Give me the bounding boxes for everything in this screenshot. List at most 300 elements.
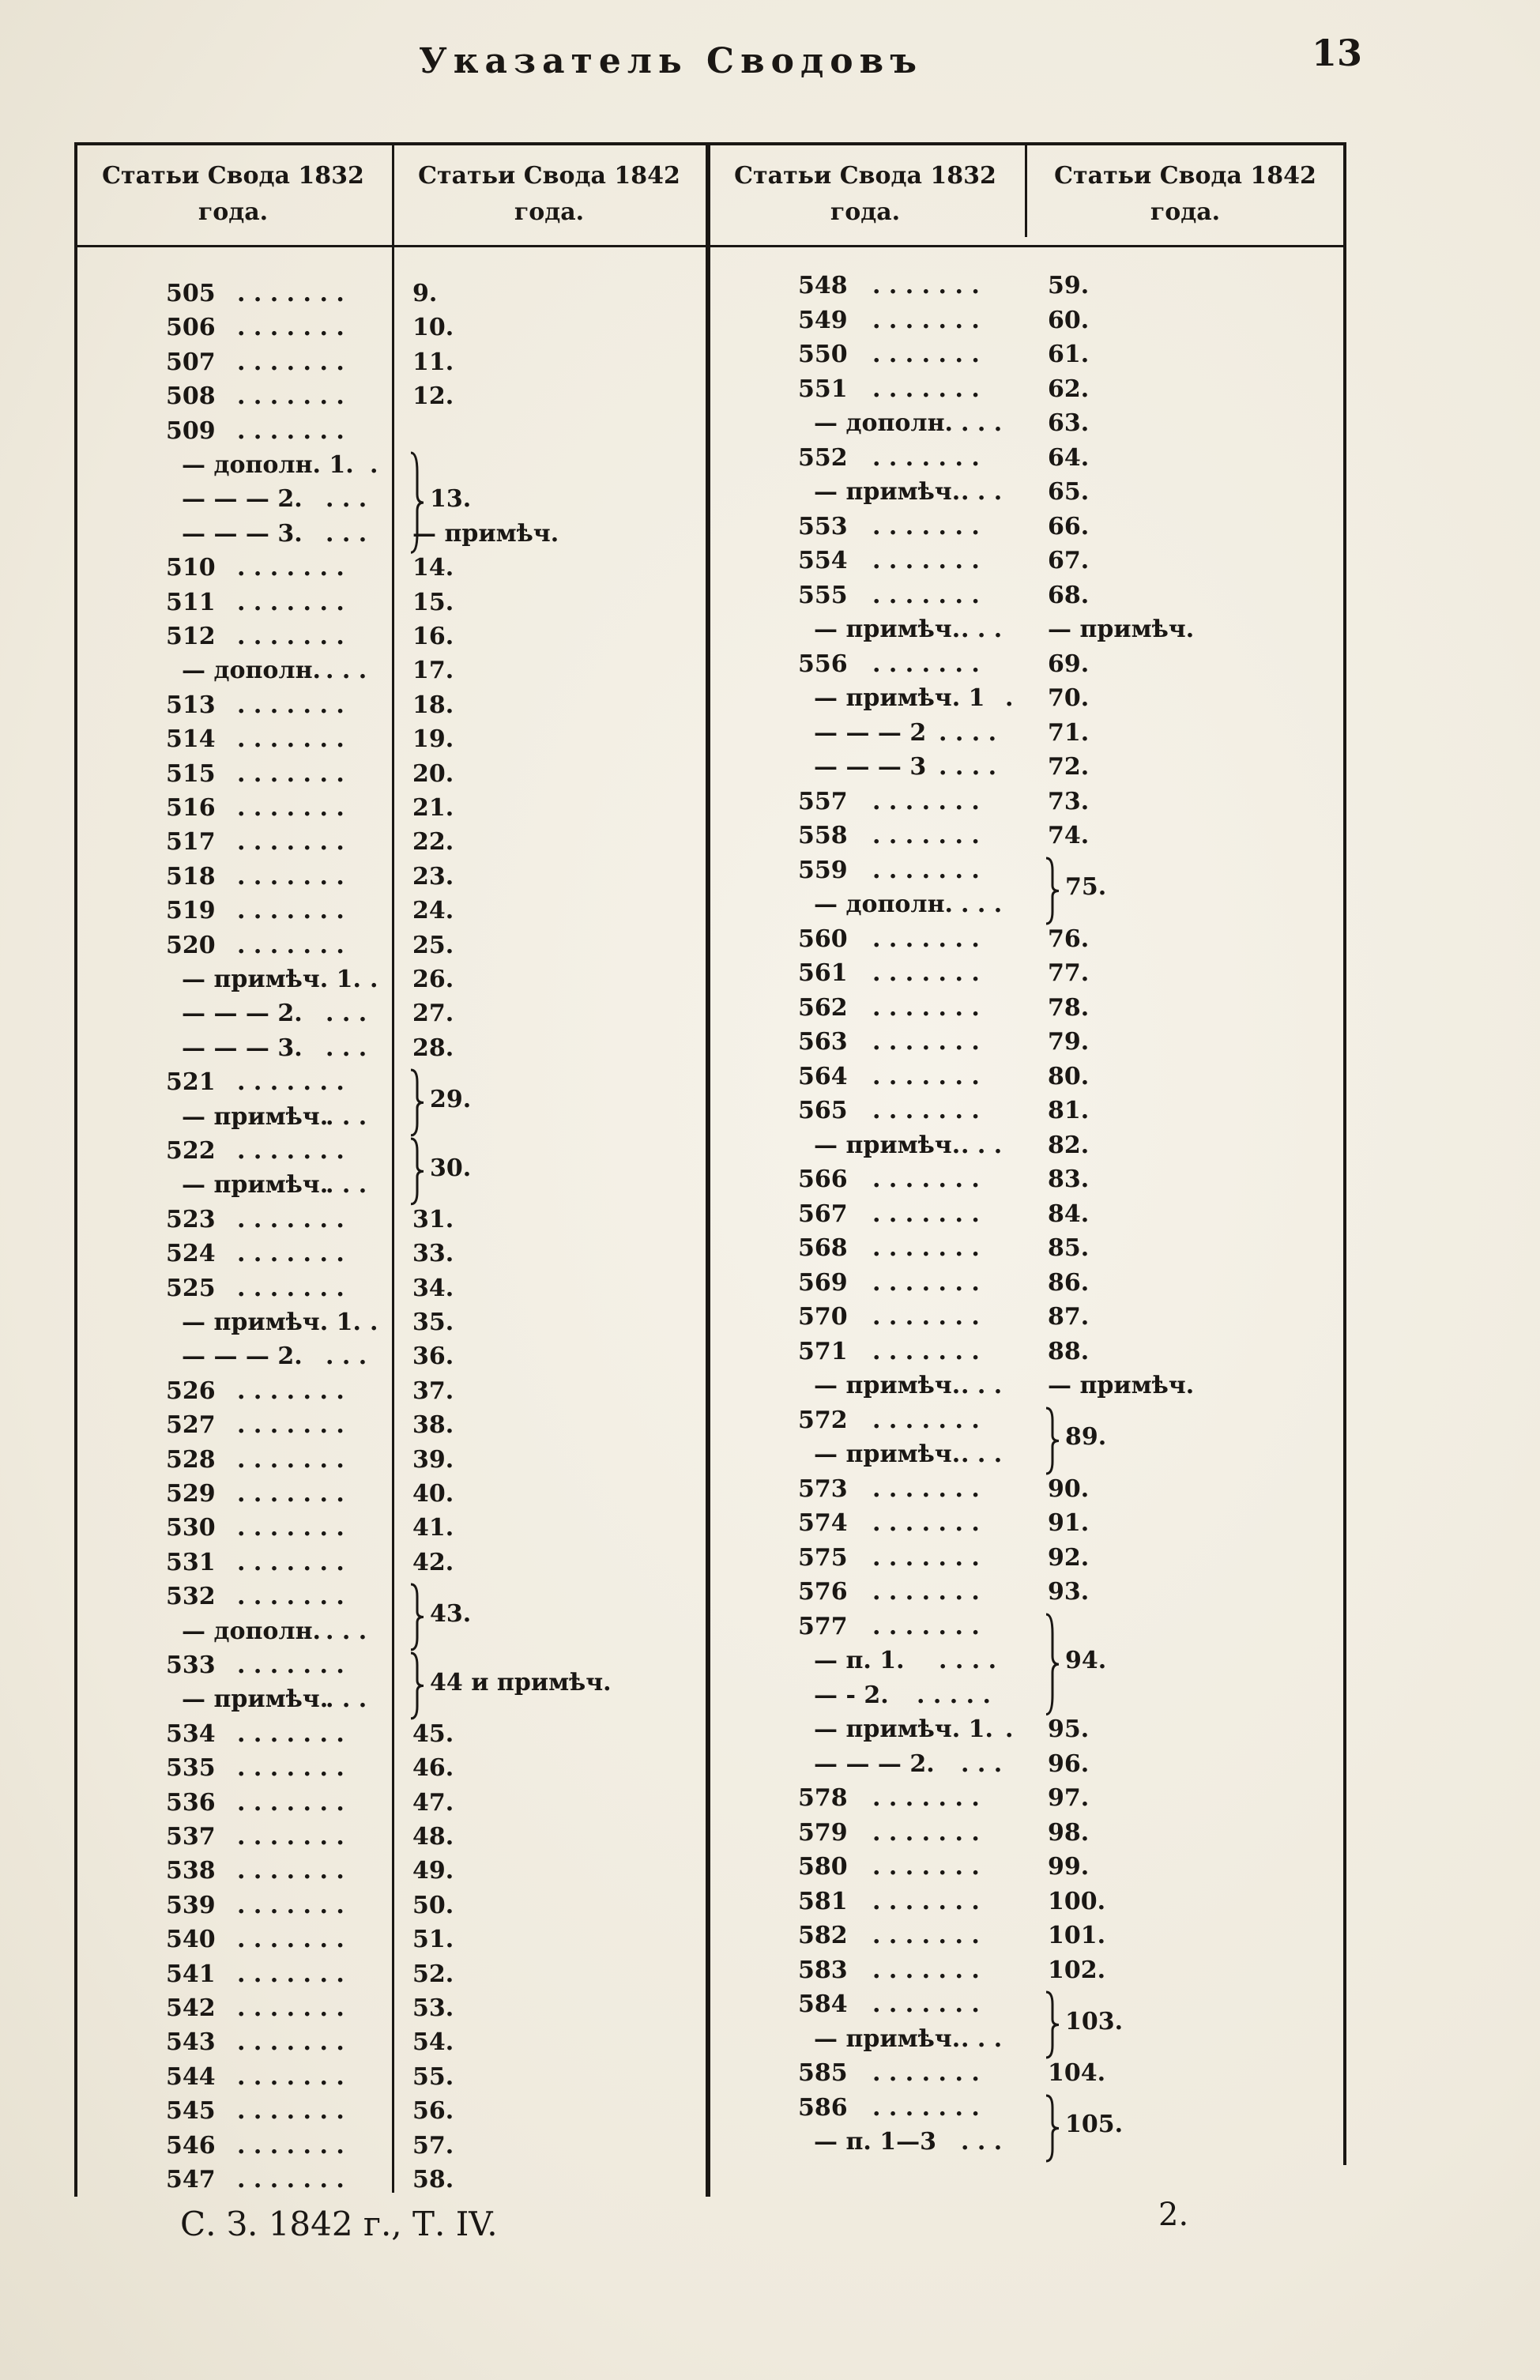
entry-1832: 576: [798, 1578, 848, 1606]
entry-1832: — примѣч.: [182, 1171, 329, 1199]
entry-1842: 102.: [1048, 1956, 1106, 1984]
leader-dots: . . . . . . .: [237, 1480, 345, 1508]
entry-1832: 519: [166, 897, 216, 925]
leader-dots: . . . . . . .: [237, 1926, 345, 1954]
leader-dots: . . . . . . .: [237, 725, 345, 754]
entry-1842: 73.: [1048, 787, 1090, 815]
table-row: [0, 1576, 1540, 1608]
leader-dots: . . . . . . .: [872, 1337, 980, 1365]
table-row: [0, 1680, 1540, 1712]
entry-1832: — примѣч. 1.: [182, 1309, 361, 1336]
leader-dots: . . . . . . .: [872, 650, 980, 678]
footer-signature: С. З. 1842 г., Т. IV.: [180, 2205, 498, 2243]
leader-dots: . . . . . . .: [872, 1028, 980, 1056]
table-row: [0, 2092, 1540, 2139]
entry-1842: 23.: [412, 862, 454, 891]
entry-1842: 79.: [1048, 1028, 1090, 1056]
entry-1832: 534: [166, 1719, 216, 1748]
leader-dots: . . . . . . .: [237, 382, 345, 411]
leader-dots: . . . . . . .: [237, 1376, 345, 1405]
entry-1832: — - 2.: [814, 1681, 889, 1709]
entry-1832: 514: [166, 725, 216, 754]
entry-1832: 562: [798, 993, 848, 1022]
entry-1832: 510: [166, 554, 216, 582]
leader-dots: . . . . . . .: [237, 1240, 345, 1268]
table-row: [0, 649, 1540, 680]
leader-dots: . . . . . . .: [237, 1651, 345, 1679]
entry-1842: 62.: [1048, 375, 1090, 403]
leader-dots: . . . . . . .: [872, 1199, 980, 1228]
leader-dots: . . . . . . .: [872, 1543, 980, 1572]
table-row: [0, 545, 1540, 577]
entry-1832: 554: [798, 547, 848, 574]
table-row: [0, 1920, 1540, 1952]
leader-dots: . . . . . . .: [872, 925, 980, 953]
entry-1842: 89.: [1065, 1423, 1107, 1452]
leader-dots: . . . . . . .: [872, 1990, 980, 2018]
entry-1842: 9.: [412, 280, 438, 307]
entry-1832: 553: [798, 512, 848, 540]
entry-1832: 536: [166, 1788, 216, 1817]
entry-1832: 569: [798, 1268, 848, 1297]
entry-1832: 538: [166, 1857, 216, 1885]
leader-dots: . . . . . . .: [237, 588, 345, 616]
table-row: [0, 1749, 1540, 1780]
entry-1832: 558: [798, 822, 848, 849]
entry-1842: 76.: [1048, 925, 1090, 953]
entry-1832: 506: [166, 314, 216, 342]
entry-1832: 572: [798, 1406, 848, 1434]
entry-1842: 38.: [412, 1411, 454, 1440]
leader-dots: . . . . . . .: [872, 1509, 980, 1537]
leader-dots: . . . . . . .: [237, 416, 345, 445]
entry-1832: 555: [798, 581, 848, 609]
entry-1832: — примѣч.: [182, 1685, 329, 1714]
table-row: [0, 1783, 1540, 1814]
table-row: [0, 1405, 1540, 1452]
entry-1842: 53.: [412, 1994, 454, 2022]
entry-1832: 512: [166, 623, 216, 650]
entry-1832: — — — 2.: [814, 1749, 935, 1778]
leader-dots: . . . . . . .: [872, 547, 980, 574]
entry-1842: 98.: [1048, 1818, 1090, 1847]
entry-1832: 528: [166, 1445, 216, 1474]
entry-1842: 51.: [412, 1926, 454, 1954]
entry-1832: 571: [798, 1337, 848, 1365]
table-row: [0, 2126, 1540, 2158]
entry-1842: 59.: [1048, 272, 1090, 299]
entry-1832: 517: [166, 828, 216, 857]
entry-1832: 546: [166, 2131, 216, 2160]
leader-dots: . . .: [961, 1372, 1003, 1399]
leader-dots: . . .: [961, 616, 1003, 643]
leader-dots: . . . . . . .: [872, 272, 980, 299]
entry-1832: 507: [166, 348, 216, 376]
entry-1842: 77.: [1048, 959, 1090, 987]
leader-dots: . . . . . . .: [872, 1887, 980, 1915]
entry-1842: 84.: [1048, 1199, 1090, 1228]
entry-1842: 71.: [1048, 718, 1090, 747]
entry-1842: 96.: [1048, 1749, 1090, 1778]
entry-1832: 566: [798, 1166, 848, 1193]
entry-1842: 14.: [412, 554, 454, 582]
entry-1832: — примѣч.: [814, 478, 961, 506]
footer-sheet-mark: 2.: [1158, 2197, 1189, 2233]
entry-1842: 63.: [1048, 409, 1090, 437]
leader-dots: . . . . . . .: [237, 2028, 345, 2057]
leader-dots: . . . . . . .: [237, 691, 345, 719]
entry-1832: 505: [166, 280, 216, 307]
leader-dots: . . . . . . .: [237, 759, 345, 788]
leader-dots: . . . . . . .: [872, 1784, 980, 1812]
entry-1832: 541: [166, 1960, 216, 1988]
entry-1832: 531: [166, 1548, 216, 1576]
entry-1832: 581: [798, 1887, 848, 1915]
leader-dots: . . . . . . .: [237, 931, 345, 959]
entry-1842: 83.: [1048, 1166, 1090, 1193]
entry-1832: 539: [166, 1891, 216, 1919]
entry-1832: 564: [798, 1062, 848, 1090]
entry-1842: 56.: [412, 2097, 454, 2126]
entry-1832: 563: [798, 1028, 848, 1056]
leader-dots: . . . . . . .: [237, 1205, 345, 1233]
entry-1832: 527: [166, 1411, 216, 1440]
leader-dots: . . . . . . .: [237, 1994, 345, 2022]
entry-1832: 585: [798, 2059, 848, 2087]
leader-dots: . . . . . . .: [237, 314, 345, 342]
entry-1842: — примѣч.: [412, 519, 559, 548]
entry-1842: 49.: [412, 1857, 454, 1885]
table-row: [0, 889, 1540, 921]
leader-dots: . . . . . . .: [872, 822, 980, 849]
leader-dots: . . . . . . .: [237, 348, 345, 376]
leader-dots: . . . . . . .: [237, 1719, 345, 1748]
leader-dots: .: [1005, 1715, 1014, 1743]
leader-dots: . . . .: [939, 753, 997, 781]
leader-dots: . . . . . . .: [872, 375, 980, 403]
leader-dots: . . . . . . .: [237, 794, 345, 822]
col-header-1842-left: Статьи Свода 1842 года.: [418, 162, 680, 226]
leader-dots: . . . . . . .: [872, 993, 980, 1022]
leader-dots: . . . . . . .: [237, 2166, 345, 2194]
entry-1842: 29.: [430, 1085, 472, 1113]
leader-dots: . . . . . . .: [872, 306, 980, 334]
entry-1832: 552: [798, 443, 848, 472]
table-row: [0, 2164, 1540, 2196]
entry-1832: — дополн.: [182, 1617, 321, 1645]
leader-dots: . . . . . . .: [237, 897, 345, 925]
entry-1842: 65.: [1048, 478, 1090, 506]
entry-1842: 52.: [412, 1960, 454, 1988]
leader-dots: . . .: [326, 657, 367, 685]
entry-1832: — примѣч.: [814, 616, 961, 643]
entry-1842: 21.: [412, 794, 454, 822]
table-row: [0, 1439, 1540, 1471]
entry-1842: 91.: [1048, 1509, 1090, 1537]
entry-1832: — дополн.: [182, 657, 321, 685]
entry-1842: — примѣч.: [1048, 1372, 1195, 1399]
entry-1832: 579: [798, 1818, 848, 1847]
leader-dots: . . .: [326, 1343, 367, 1371]
entry-1842: 104.: [1048, 2059, 1106, 2087]
entry-1832: — примѣч. 1: [814, 684, 985, 712]
entry-1832: — — — 3.: [182, 1034, 303, 1062]
table-row: [0, 1989, 1540, 2035]
entry-1832: 557: [798, 787, 848, 815]
table-row: [0, 924, 1540, 955]
leader-dots: . . .: [961, 2128, 1003, 2156]
entry-1842: 31.: [412, 1205, 454, 1233]
entry-1832: 550: [798, 341, 848, 368]
table-row: [0, 1164, 1540, 1196]
table-row: [0, 1817, 1540, 1849]
table-row: [0, 614, 1540, 646]
leader-dots: . . .: [961, 891, 1003, 918]
table-row: [0, 580, 1540, 612]
entry-1842: 36.: [412, 1343, 454, 1371]
entry-1832: 549: [798, 306, 848, 334]
entry-1842: 78.: [1048, 993, 1090, 1022]
leader-dots: . . .: [961, 1440, 1003, 1468]
table-row: [0, 751, 1540, 783]
leader-dots: . . . . . . .: [237, 2131, 345, 2160]
entry-1832: — примѣч.: [814, 1440, 961, 1468]
leader-dots: . . . . . . .: [237, 2097, 345, 2126]
entry-1832: 523: [166, 1205, 216, 1233]
entry-1832: 518: [166, 862, 216, 891]
entry-1832: 543: [166, 2028, 216, 2057]
entry-1832: — примѣч.: [814, 1131, 961, 1159]
leader-dots: . . .: [326, 1000, 367, 1028]
entry-1832: 515: [166, 759, 216, 788]
leader-dots: . . . . . . .: [237, 1788, 345, 1817]
entry-1842: 41.: [412, 1514, 454, 1542]
col-header-1832-right: Статьи Свода 1832 года.: [734, 162, 996, 226]
entry-1832: 548: [798, 272, 848, 299]
entry-1842: 22.: [412, 828, 454, 857]
table-row: [0, 1714, 1540, 1745]
leader-dots: . . . . . . .: [237, 1857, 345, 1885]
leader-dots: . . .: [326, 519, 367, 548]
table-row: [0, 305, 1540, 337]
leader-dots: . . .: [326, 485, 367, 514]
entry-1842: 60.: [1048, 306, 1090, 334]
entry-1842: 92.: [1048, 1543, 1090, 1572]
leader-dots: .: [1005, 684, 1014, 712]
entry-1832: 570: [798, 1303, 848, 1331]
table-row: [0, 992, 1540, 1024]
entry-1842: 28.: [412, 1034, 454, 1062]
table-row: [0, 476, 1540, 508]
table-row: [0, 1645, 1540, 1677]
entry-1832: — дополн. 1.: [182, 451, 354, 479]
leader-dots: . . . . . . .: [872, 1818, 980, 1847]
entry-1832: 574: [798, 1509, 848, 1537]
entry-1832: — — — 2.: [182, 1343, 303, 1371]
entry-1842: 64.: [1048, 443, 1090, 472]
leader-dots: . . .: [326, 1171, 367, 1199]
entry-1842: 100.: [1048, 1887, 1106, 1915]
table-row: [0, 1199, 1540, 1230]
leader-dots: . . . . .: [917, 1681, 991, 1709]
entry-1842: 35.: [412, 1309, 454, 1336]
leader-dots: . . . . . . .: [872, 1853, 980, 1881]
leader-dots: . . .: [326, 1102, 367, 1131]
leader-dots: . . .: [326, 1034, 367, 1062]
table-row: [0, 717, 1540, 749]
entry-1842: 70.: [1048, 684, 1090, 712]
leader-dots: . . . . . . .: [872, 2059, 980, 2087]
leader-dots: . . .: [326, 1617, 367, 1645]
entry-1842: 25.: [412, 931, 454, 959]
entry-1842: 99.: [1048, 1853, 1090, 1881]
entry-1832: 509: [166, 416, 216, 445]
leader-dots: .: [370, 1309, 378, 1336]
table-row: [0, 339, 1540, 371]
leader-dots: . . . . . . .: [237, 1754, 345, 1783]
leader-dots: . . . . . . .: [237, 554, 345, 582]
entry-1832: — примѣч.: [814, 1372, 961, 1399]
entry-1832: 559: [798, 856, 848, 884]
leader-dots: . . . . . . .: [872, 1406, 980, 1434]
entry-1832: 577: [798, 1612, 848, 1640]
table-row: [0, 1474, 1540, 1505]
leader-dots: .: [370, 966, 378, 993]
leader-dots: . . .: [326, 1685, 367, 1714]
entry-1832: 547: [166, 2166, 216, 2194]
leader-dots: . . . . . . .: [872, 1956, 980, 1984]
entry-1842: 43.: [430, 1599, 472, 1628]
table-row: [0, 2024, 1540, 2055]
entry-1832: — — — 2.: [182, 1000, 303, 1028]
col-divider-3: [1025, 142, 1027, 237]
entry-1832: 584: [798, 1990, 848, 2018]
entry-1832: — примѣч. 1.: [182, 966, 361, 993]
leader-dots: . . .: [961, 1131, 1003, 1159]
entry-1842: 82.: [1048, 1131, 1090, 1159]
leader-dots: . . . . . . .: [237, 862, 345, 891]
entry-1832: 544: [166, 2062, 216, 2091]
leader-dots: . . .: [961, 2024, 1003, 2053]
table-row: [0, 820, 1540, 852]
leader-dots: . . . . . . .: [872, 512, 980, 540]
table-row: [0, 786, 1540, 818]
leader-dots: . . . . . . .: [872, 1268, 980, 1297]
entry-1842: 105.: [1065, 2111, 1124, 2139]
entry-1832: 511: [166, 588, 216, 616]
entry-1842: 57.: [412, 2131, 454, 2160]
entry-1832: 516: [166, 794, 216, 822]
table-row: [0, 958, 1540, 989]
entry-1842: 46.: [412, 1754, 454, 1783]
table-row: [0, 408, 1540, 439]
entry-1842: 88.: [1048, 1337, 1090, 1365]
entry-1842: 39.: [412, 1445, 454, 1474]
leader-dots: . . . . . . .: [872, 443, 980, 472]
table-row: [0, 511, 1540, 543]
leader-dots: . . . . . . .: [237, 1411, 345, 1440]
table-row: [0, 1336, 1540, 1368]
entry-1842: 17.: [412, 657, 454, 685]
leader-dots: . . .: [961, 478, 1003, 506]
leader-dots: . . . . . . .: [872, 787, 980, 815]
entry-1832: — — — 2.: [182, 485, 303, 514]
entry-1832: 526: [166, 1376, 216, 1405]
entry-1832: 537: [166, 1823, 216, 1851]
entry-1832: — дополн.: [814, 409, 953, 437]
entry-1842: 27.: [412, 1000, 454, 1028]
entry-1832: — дополн.: [814, 891, 953, 918]
entry-1842: 33.: [412, 1240, 454, 1268]
entry-1832: 532: [166, 1583, 216, 1611]
entry-1842: 67.: [1048, 547, 1090, 574]
entry-1842: 16.: [412, 623, 454, 650]
entry-1842: 13.: [430, 485, 472, 514]
entry-1842: 48.: [412, 1823, 454, 1851]
entry-1832: 525: [166, 1274, 216, 1302]
leader-dots: . . . . . . .: [237, 1514, 345, 1542]
entry-1832: 578: [798, 1784, 848, 1812]
entry-1832: 533: [166, 1651, 216, 1679]
entry-1842: 55.: [412, 2062, 454, 2091]
entry-1842: 34.: [412, 1274, 454, 1302]
entry-1832: 530: [166, 1514, 216, 1542]
leader-dots: . . . . . . .: [237, 1548, 345, 1576]
entry-1842: 24.: [412, 897, 454, 925]
entry-1832: 575: [798, 1543, 848, 1572]
table-row: [0, 1851, 1540, 1883]
table-row: [0, 1130, 1540, 1162]
entry-1842: 58.: [412, 2166, 454, 2194]
entry-1842: 20.: [412, 759, 454, 788]
entry-1832: 520: [166, 931, 216, 959]
table-row: [0, 1061, 1540, 1093]
entry-1842: 69.: [1048, 650, 1090, 678]
entry-1832: 560: [798, 925, 848, 953]
entry-1842: 30.: [430, 1154, 472, 1182]
entry-1832: 556: [798, 650, 848, 678]
entry-1832: — п. 1.: [814, 1647, 905, 1674]
leader-dots: . . . . . . .: [872, 1612, 980, 1640]
table-row: [0, 2058, 1540, 2089]
leader-dots: . . . . . . .: [872, 1922, 980, 1949]
running-title: Указатель Сводовъ: [419, 41, 923, 81]
entry-1832: 540: [166, 1926, 216, 1954]
entry-1842: 45.: [412, 1719, 454, 1748]
leader-dots: . . .: [961, 409, 1003, 437]
entry-1842: 61.: [1048, 341, 1090, 368]
entry-1832: 561: [798, 959, 848, 987]
col-header-1842-right: Статьи Свода 1842 года.: [1054, 162, 1316, 226]
entry-1842: 101.: [1048, 1922, 1106, 1949]
entry-1842: 80.: [1048, 1062, 1090, 1090]
table-row: [0, 1233, 1540, 1264]
entry-1832: — — — 3.: [182, 519, 303, 548]
entry-1842: 40.: [412, 1480, 454, 1508]
entry-1832: — примѣч. 1.: [814, 1715, 993, 1743]
entry-1832: 567: [798, 1199, 848, 1228]
entry-1832: 582: [798, 1922, 848, 1949]
entry-1832: 542: [166, 1994, 216, 2022]
leader-dots: . . . . . . .: [872, 581, 980, 609]
leader-dots: . . . . . . .: [872, 2093, 980, 2122]
leader-dots: . . . . . . .: [237, 1274, 345, 1302]
table-row: [0, 1370, 1540, 1402]
table-row: [0, 270, 1540, 302]
entry-1842: — примѣч.: [1048, 616, 1195, 643]
entry-1842: 37.: [412, 1376, 454, 1405]
entry-1842: 94.: [1065, 1647, 1107, 1674]
